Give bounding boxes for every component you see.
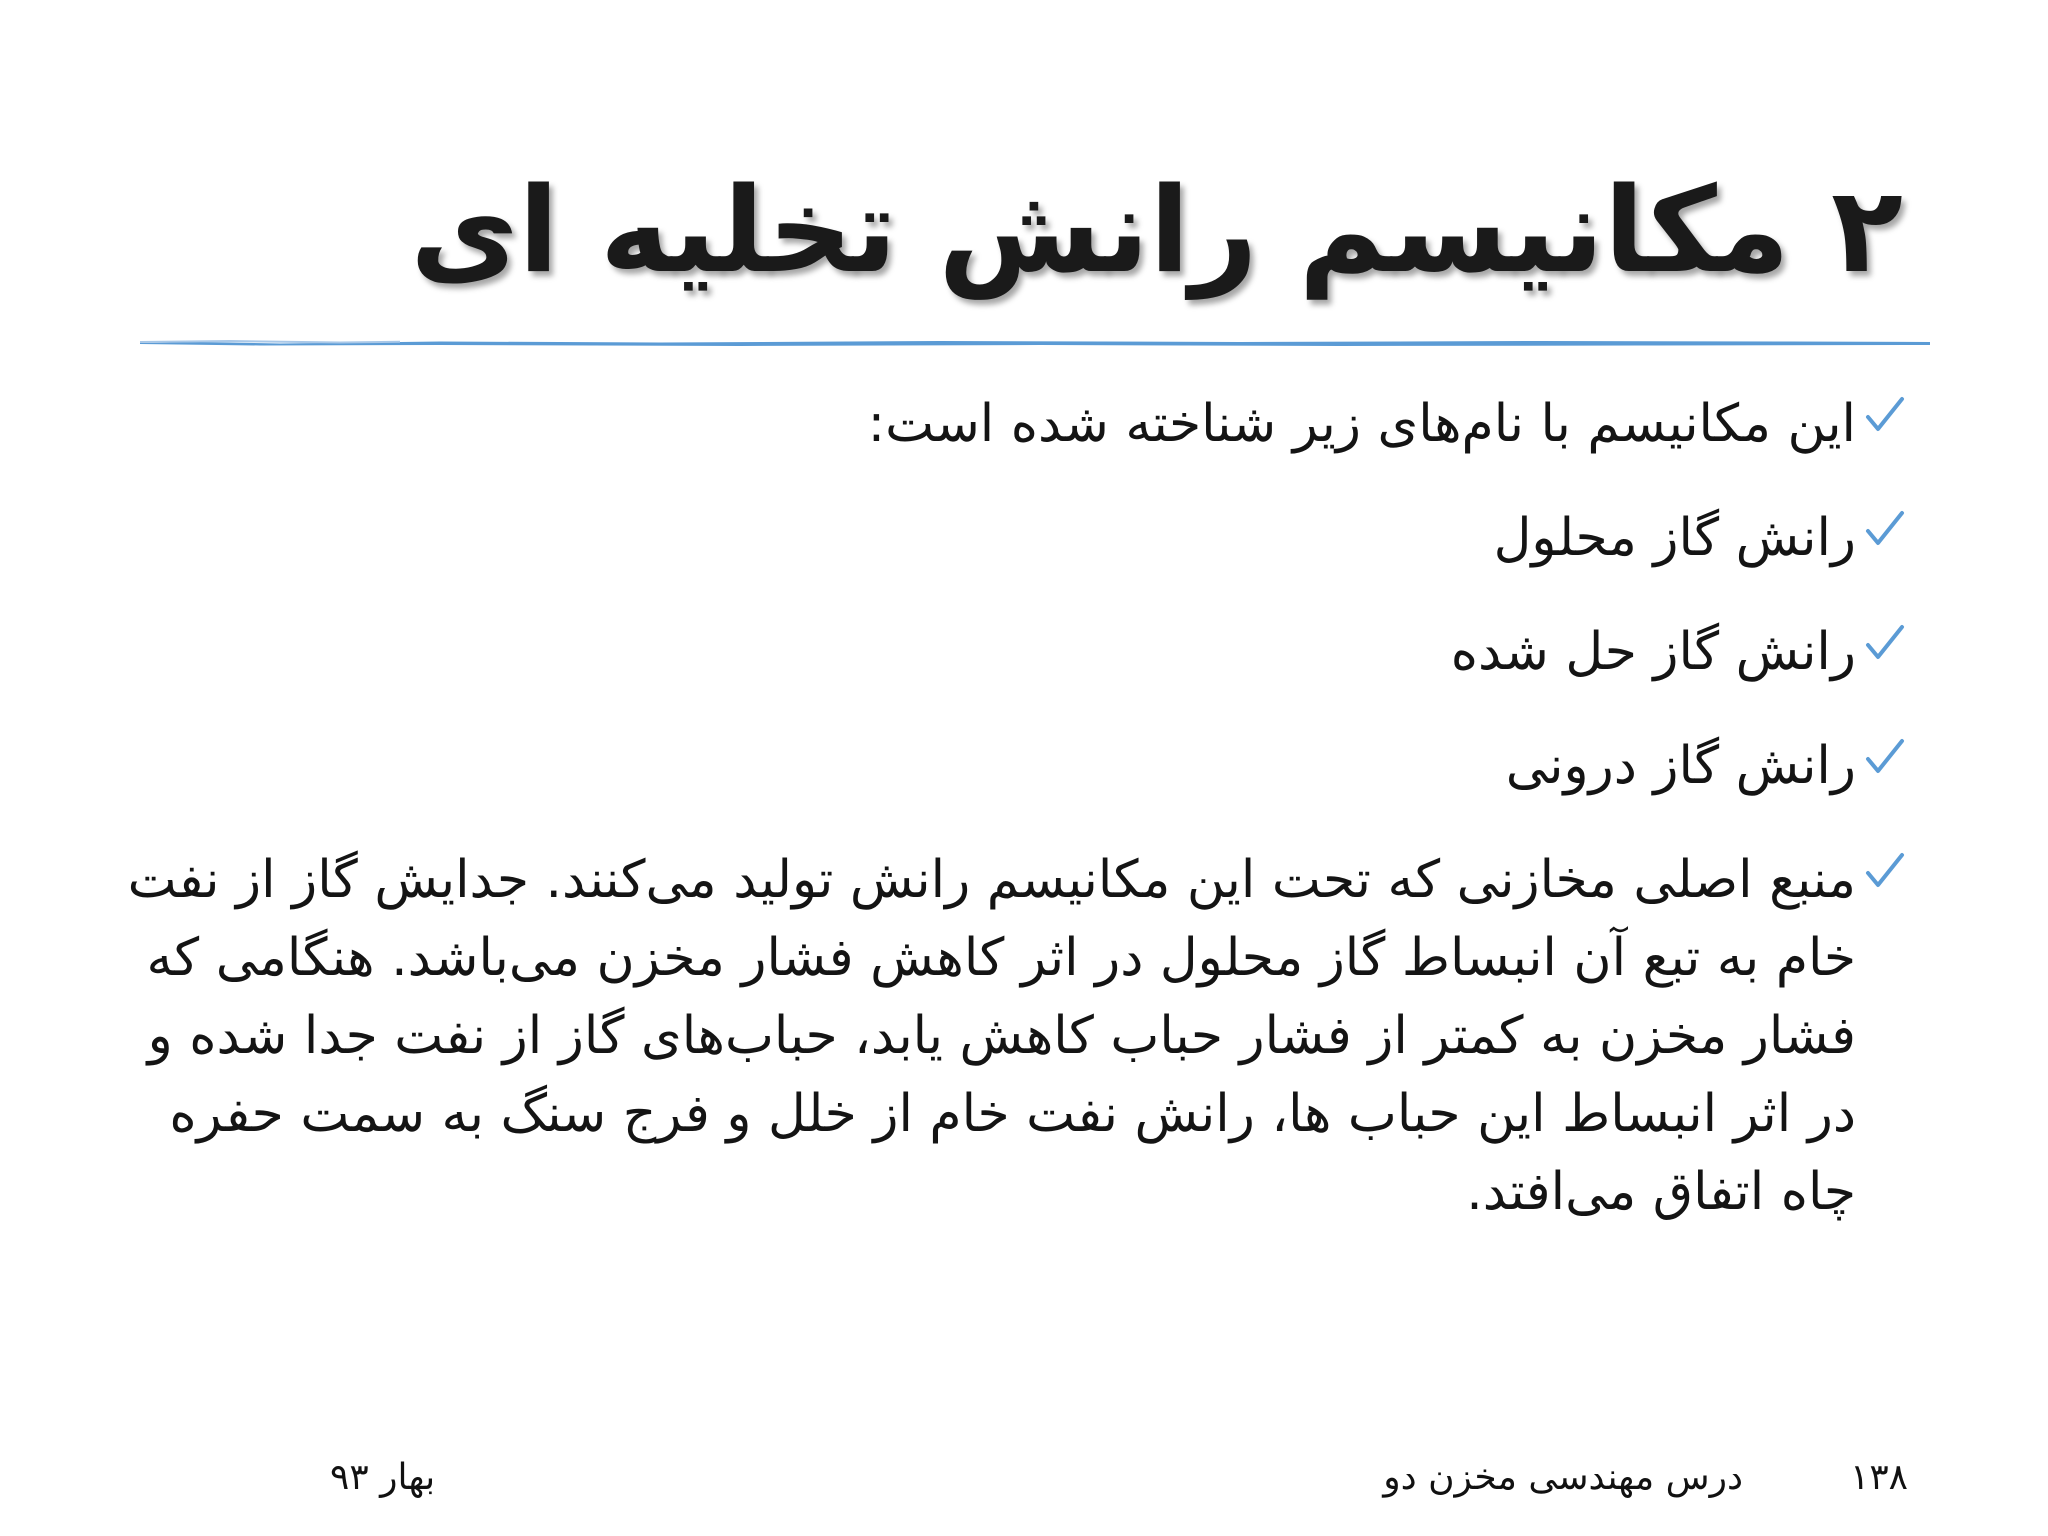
bullet-text: این مکانیسم با نام‌های زیر شناخته شده است: xyxy=(867,394,1856,454)
bullet-item xyxy=(88,727,1908,805)
check-icon xyxy=(1860,733,1908,781)
bullet-text: رانش گاز محلول xyxy=(1493,508,1856,568)
bullet-item xyxy=(88,385,1908,463)
check-icon xyxy=(1860,847,1908,895)
bullet-item xyxy=(88,841,1908,1231)
title-divider xyxy=(140,336,1930,348)
footer-term: بهار ۹۳ xyxy=(330,1457,436,1498)
bullet-list xyxy=(88,385,1908,1231)
footer-page-number: ۱۳۸ xyxy=(1849,1457,1908,1498)
bullet-item xyxy=(88,499,1908,577)
slide-title: ۲ مکانیسم رانش تخلیه ای xyxy=(410,161,1903,299)
bullet-text: رانش گاز درونی xyxy=(1505,736,1856,796)
footer-course-name: درس مهندسی مخزن دو xyxy=(1383,1457,1743,1498)
bullet-item xyxy=(88,613,1908,691)
bullet-text: منبع اصلی مخازنی که تحت این مکانیسم رانش تولید می‌کنند. جدایش گاز از نفت خام به تبع آن انبساط گاز محلول در اثر کاهش فشار مخزن می‌باشد. هنگامی که فشار مخزن به کمتر از فشار حباب کاهش یابد، حباب‌های گاز از نفت جدا شده و در اثر انبساط این حباب ها، رانش نفت خام از خلل و فرج سنگ به سمت حفره چاه اتفاق می‌افتد. xyxy=(127,850,1856,1222)
check-icon xyxy=(1860,391,1908,439)
check-icon xyxy=(1860,505,1908,553)
bullet-text: رانش گاز حل شده xyxy=(1450,622,1856,682)
check-icon xyxy=(1860,619,1908,667)
